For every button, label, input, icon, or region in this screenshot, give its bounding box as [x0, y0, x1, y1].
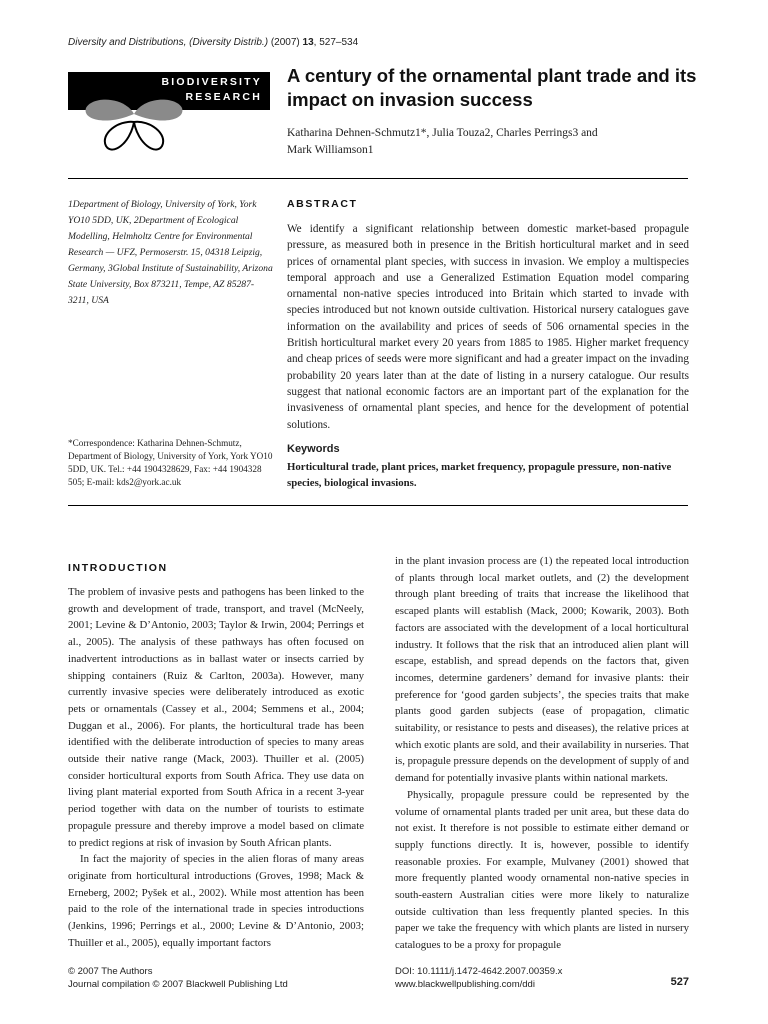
introduction-heading: INTRODUCTION — [68, 562, 168, 574]
badge-line-2: RESEARCH — [185, 91, 262, 103]
authors-line-2: Mark Williamson1 — [287, 144, 374, 156]
journal-name: Diversity and Distributions, (Diversity Distrib.) — [68, 37, 269, 48]
journal-url-link[interactable]: www.blackwellpublishing.com/ddi — [395, 979, 535, 990]
introduction-right-column — [395, 553, 689, 954]
badge-line-1: BIODIVERSITY — [161, 76, 262, 88]
copyright-line: © 2007 The Authors — [68, 966, 153, 977]
journal-year: (2007) — [270, 37, 300, 48]
footer-doi — [395, 965, 562, 991]
journal-volume: 13 — [302, 37, 314, 48]
journal-pages: , 527–534 — [313, 37, 359, 48]
abstract-divider — [68, 505, 688, 506]
butterfly-logo-icon — [84, 84, 184, 156]
footer-copyright — [68, 965, 288, 991]
keywords-heading: Keywords — [287, 443, 340, 455]
correspondence: *Correspondence: Katharina Dehnen-Schmutz, Department of Biology, University of York, York YO10 5DD, UK. Tel.: +44 1904328629, Fax: +44 1904328 505; E-mail: kds2@york.ac.uk — [68, 438, 273, 487]
author-list — [287, 125, 687, 159]
keywords-text: Horticultural trade, plant prices, market frequency, propagule pressure, non-native species, biological invasions. — [287, 461, 672, 489]
running-header — [68, 37, 358, 48]
intro-paragraph: In fact the majority of species in the alien floras of many areas originate from horticultural introductions (Groves, 1998; Mack & Erneberg, 2002; Pyšek et al., 2002). While most attention has been paid to the role of the international trade in species introductions (Jenkins, 1996; Perrings et al., 2000; Levine & D’Antonio, 2003; Thuiller et al., 2005), equally important factors — [68, 853, 364, 949]
affiliations: 1Department of Biology, University of York, York YO10 5DD, UK, 2Department of Ecological Modelling, Helmholtz Centre for Environmental Research — UFZ, Permoserstr. 15, 04318 Leipzig, Germany, 3Global Institute of Sustainability, Arizona State University, Box 873211, Tempe, AZ 85287-3211, USA — [68, 199, 273, 306]
authors-line-1: Katharina Dehnen-Schmutz1*, Julia Touza2, Charles Perrings3 and — [287, 127, 598, 139]
compilation-line: Journal compilation © 2007 Blackwell Publishing Ltd — [68, 979, 288, 990]
introduction-left-column — [68, 584, 364, 951]
intro-paragraph: in the plant invasion process are (1) the repeated local introduction of plants through local market outlets, and (2) the development through plant breeding of traits that increase the likelihood that escaped plants will establish (Mack, 2000; Kowarik, 2003). Both factors are associated with the development of a local horticultural industry. It follows that the risk that an introduced alien plant will escape, establish, and spread depends on the factors that, given incomes, determine gardeners’ demand for invasive plants: their preference for ‘good garden subjects’, the species traits that make plants good garden subjects (ease of propagation, climatic suitability, or resistance to pests and diseases), the relative prices at which exotic plants are sold, and their availability in nurseries. That is, propagule pressure depends on the development of supply of and demand for potentially invasive plants within national markets. — [395, 555, 689, 785]
doi-line: DOI: 10.1111/j.1472-4642.2007.00359.x — [395, 966, 563, 977]
abstract-heading: ABSTRACT — [287, 198, 358, 210]
abstract-text: We identify a significant relationship between domestic market-based propagule pressure, as measured both in presence in the British horticultural market and in seed prices of ornamental plant species, with success in invasion. We employ a multispecies temporal approach and use a Generalized Estimation Equation model comparing ornamental non-native species introduced into Britain which started to invade with species introduced but not known outside cultivation. Historical nursery catalogues gave information on the availability and prices of seeds of 506 ornamental species in the British horticultural market every 20 years from 1885 to 1985. Higher market frequency and cheap prices of seeds were more significant and had a greater impact on the invading probability 20 years later than at the date of listing in a nursery catalogue. Our results suggest that national economic factors are an important part of the explanation for the invasiveness of ornamental plant species, and hence for the development of potential solutions. — [287, 223, 689, 431]
article-title: A century of the ornamental plant trade and its impact on invasion success — [287, 65, 697, 110]
header-divider — [68, 178, 688, 179]
intro-paragraph: Physically, propagule pressure could be represented by the volume of ornamental plants traded per unit area, but these data do not exist. It therefore is not possible to estimate either demand or supply functions directly. It is, however, possible to identify reasonable proxies. For example, Mulvaney (2001) showed that more frequently planted woody ornamental non-native species in south-eastern Australian cities were more likely to naturalize outside cultivation than less frequently planted species. In this paper we take the frequency with which plants are listed in nursery catalogues to be a proxy for propagule — [395, 788, 689, 952]
intro-paragraph: The problem of invasive pests and pathogens has been linked to the growth and development of trade, transport, and travel (McNeely, 2001; Levine & D’Antonio, 2003; Taylor & Irwin, 2004; Perrings et al., 2005). The analysis of these pathways has often focused on inadvertent introductions as in ballast water or insects carried by shipping containers (Ruiz & Carlton, 2003a). However, many currently invasive species were deliberately introduced as exotic pets or ornamentals (Cassey et al., 2004; Semmens et al., 2004; Duggan et al., 2006). For plants, the horticultural trade has been identified with the deliberate introduction of species to many areas outside their native range (Mack, 2003). Thuiller et al. (2005) consider horticultural exports from South Africa. They use data on living plant material exported from South Africa in a recent 3-year period together with data on the number of tourists to estimate propagule pressure and thereby improve a model based on climate to predict regions at risk of invasion by South African plants. — [68, 586, 364, 849]
page-number: 527 — [670, 976, 689, 988]
